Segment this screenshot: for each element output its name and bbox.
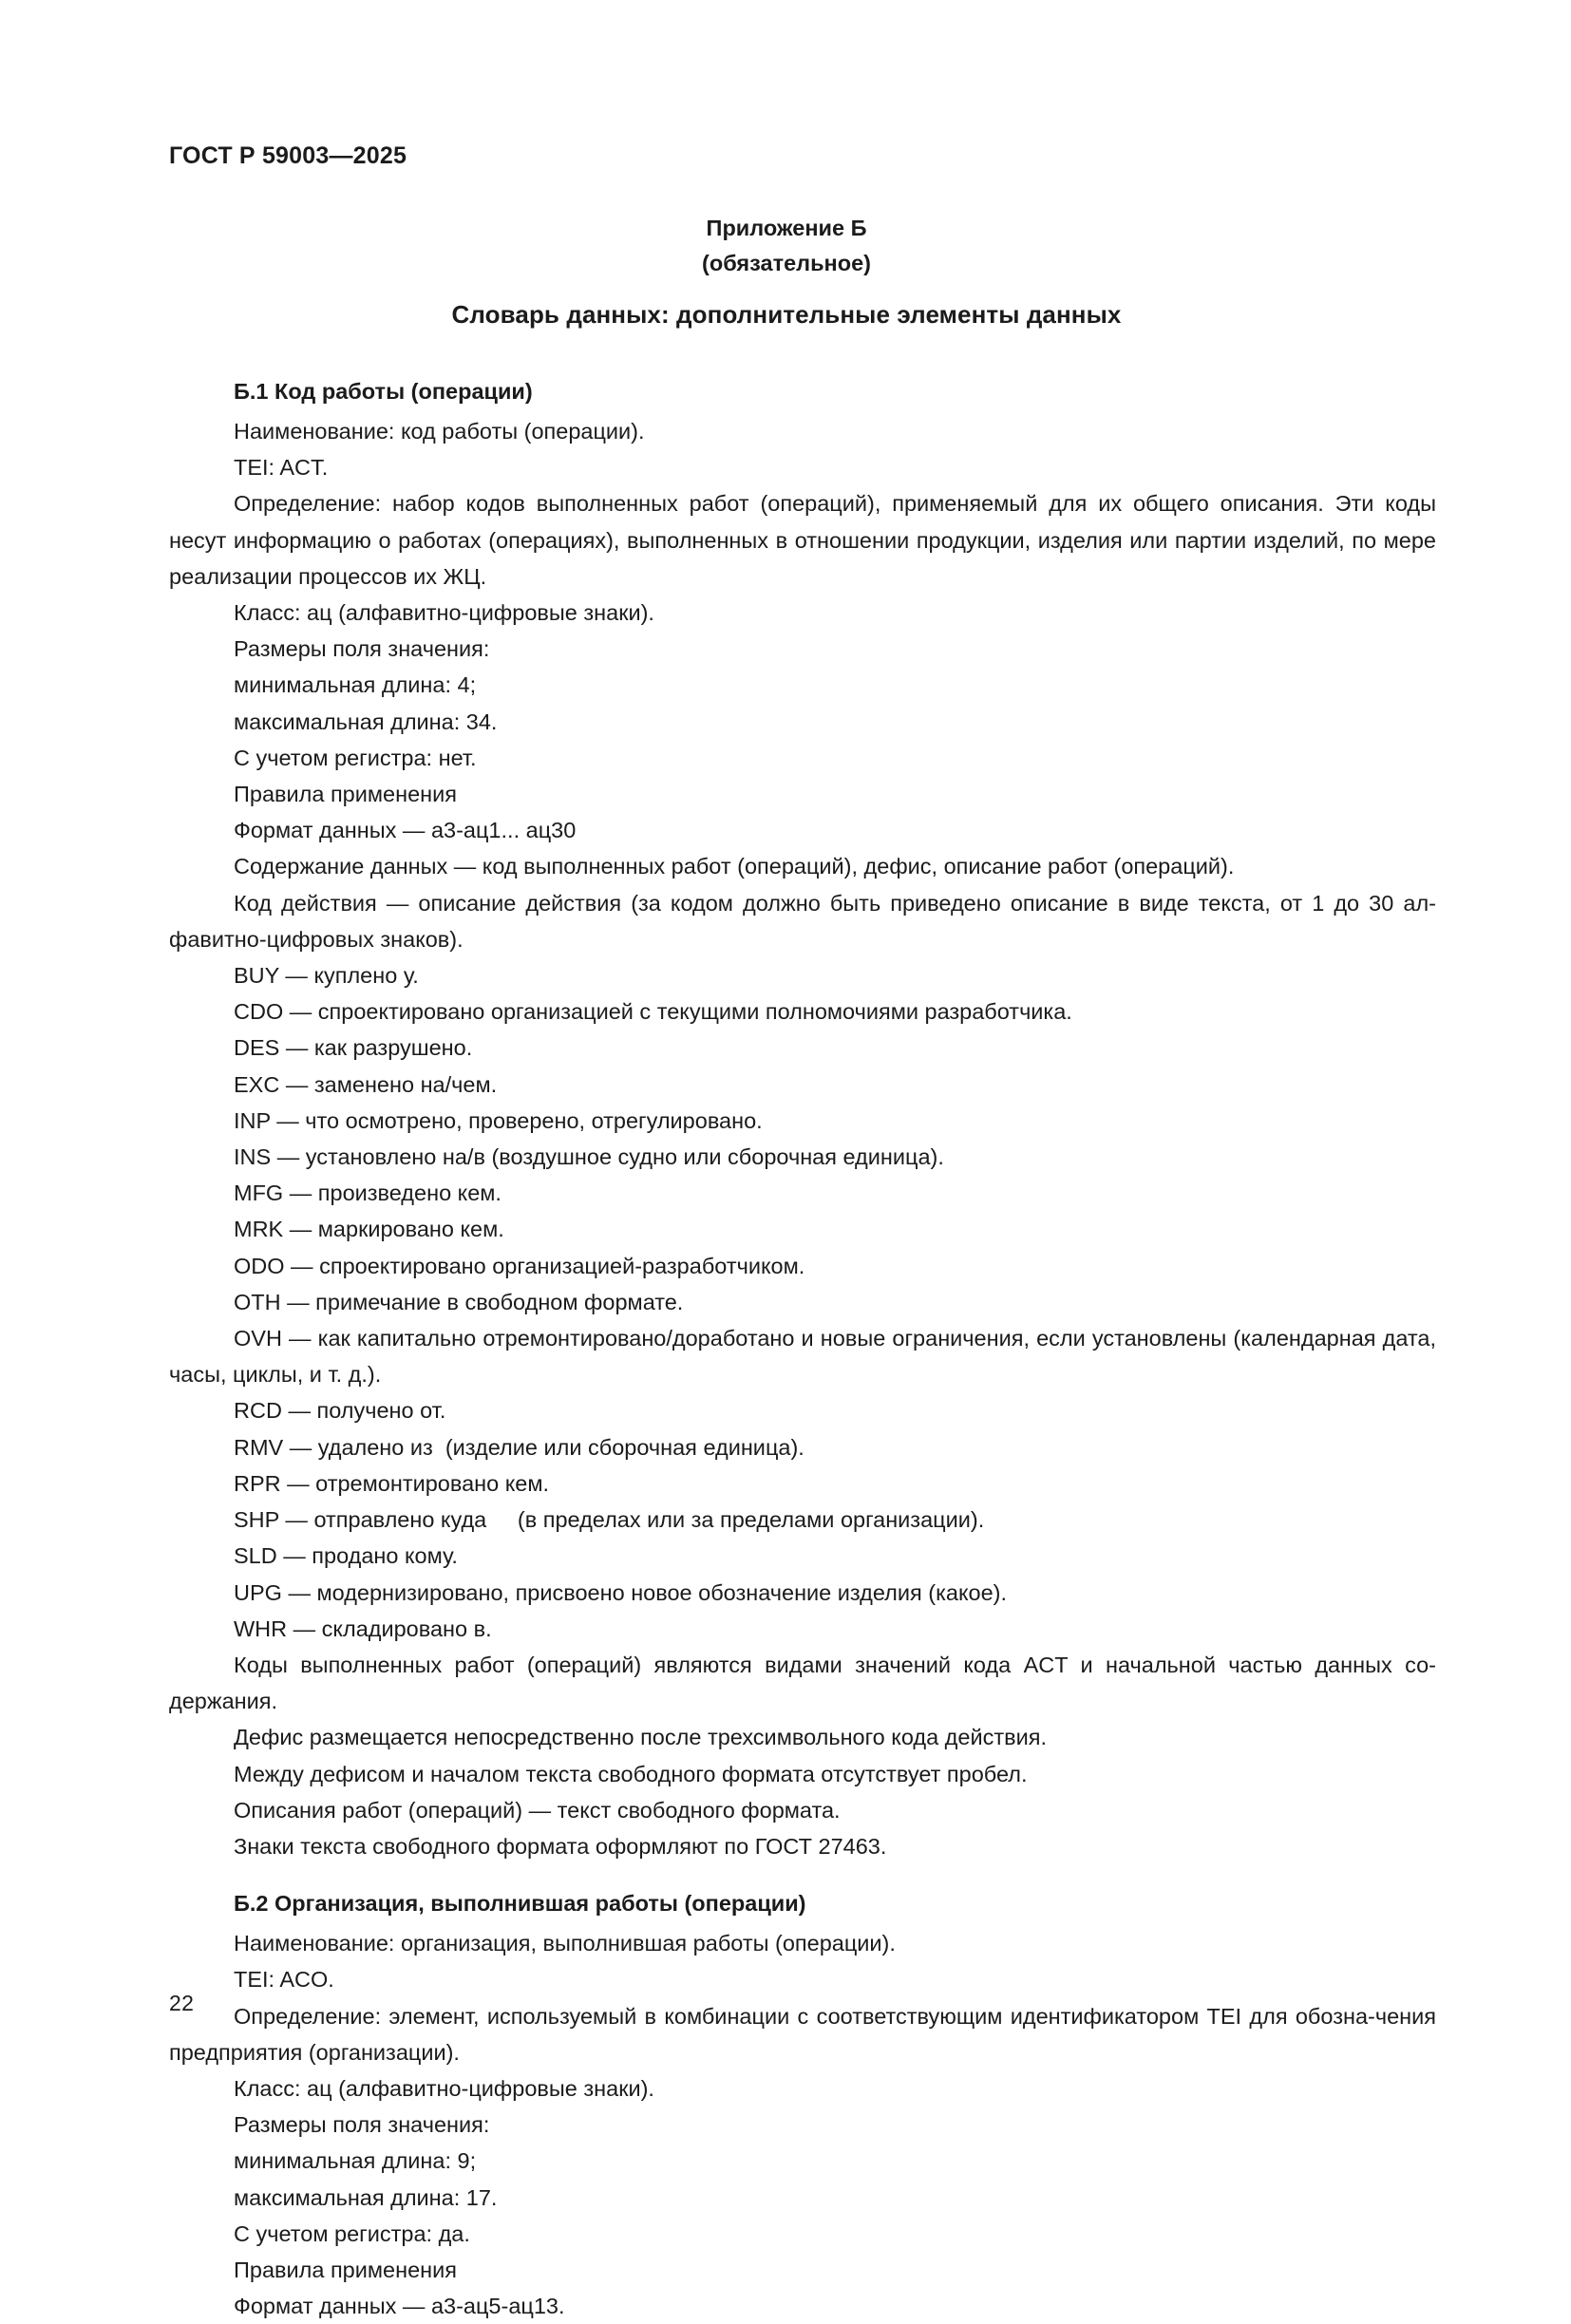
paragraph: С учетом регистра: да.	[234, 2220, 470, 2246]
paragraph: минимальная длина: 4;	[234, 672, 477, 698]
annex-status: (обязательное)	[702, 251, 871, 275]
action-code-entry: OVH — как капитально отремонтировано/доработано и новые ограничения, если установлены (календарная дата, часы, циклы, и т. д.).	[169, 1326, 1436, 1388]
paragraph: Размеры поля значения:	[234, 2112, 490, 2138]
action-code-entry: RPR — отремонтировано кем.	[234, 1470, 550, 1496]
paragraph: Правила применения	[234, 782, 457, 807]
paragraph: Коды выполненных работ (операций) являются видами значений кода ACT и начальной частью данных со-держания.	[169, 1652, 1436, 1714]
paragraph: Размеры поля значения:	[234, 636, 490, 662]
section-heading-b2: Б.2 Организация, выполнившая работы (операции)	[234, 1891, 806, 1917]
paragraph: Правила применения	[234, 2257, 457, 2282]
paragraph: Между дефисом и началом текста свободного формата отсутствует пробел.	[234, 1761, 1028, 1786]
annex-title: Словарь данных: дополнительные элементы данных	[451, 300, 1122, 329]
paragraph: Определение: набор кодов выполненных работ (операций), применяемый для их общего описания. Эти коды несут информацию о работах (операциях), выполненных в отношении продукции, изделия или партии изделий, по мере реализации процессов их ЖЦ.	[169, 491, 1436, 589]
paragraph: Содержание данных — код выполненных работ (операций), дефис, описание работ (операций).	[234, 854, 1235, 879]
page-number: 22	[169, 1991, 195, 2015]
action-code-entry: SLD — продано кому.	[234, 1543, 458, 1569]
action-code-entry: OTH — примечание в свободном формате.	[234, 1289, 684, 1314]
running-header-standard-designation: ГОСТ Р 59003—2025	[169, 142, 407, 169]
action-code-entry: BUY — куплено у.	[234, 963, 419, 989]
section-heading-b1: Б.1 Код работы (операции)	[234, 379, 533, 404]
paragraph: Описания работ (операций) — текст свободного формата.	[234, 1797, 841, 1823]
action-code-entry: ODO — спроектировано организацией-разработчиком.	[234, 1253, 805, 1278]
action-code-entry: MRK — маркировано кем.	[234, 1217, 504, 1242]
action-code-entry: INS — установлено на/в (воздушное судно или сборочная единица).	[234, 1144, 944, 1170]
paragraph: Дефис размещается непосредственно после трехсимвольного кода действия.	[234, 1725, 1047, 1750]
paragraph: Класс: ац (алфавитно-цифровые знаки).	[234, 600, 654, 626]
paragraph: Определение: элемент, используемый в комбинации с соответствующим идентификатором TEI для обозна-чения предприятия (организации).	[169, 2003, 1436, 2065]
paragraph: Наименование: код работы (операции).	[234, 419, 645, 444]
paragraph: максимальная длина: 17.	[234, 2184, 498, 2210]
paragraph: Формат данных — а3-ац1... ац30	[234, 818, 577, 843]
action-code-entry: SHP — отправлено куда (в пределах или за пределами организации).	[234, 1507, 985, 1533]
paragraph: С учетом регистра: нет.	[234, 745, 477, 770]
paragraph: Код действия — описание действия (за кодом должно быть приведено описание в виде текста, от 1 до 30 ал-фавитно-цифровых знаков).	[169, 890, 1436, 952]
document-body	[169, 373, 1436, 2324]
paragraph: Наименование: организация, выполнившая работы (операции).	[234, 1931, 896, 1956]
paragraph: Формат данных — а3-ац5-ац13.	[234, 2294, 565, 2319]
paragraph: Знаки текста свободного формата оформляют по ГОСТ 27463.	[234, 1833, 887, 1859]
action-code-entry: INP — что осмотрено, проверено, отрегулировано.	[234, 1107, 763, 1133]
paragraph: TEI: ACO.	[234, 1967, 334, 1993]
action-code-entry: UPG — модернизировано, присвоено новое обозначение изделия (какое).	[234, 1579, 1007, 1605]
action-code-entry: MFG — произведено кем.	[234, 1181, 502, 1206]
paragraph: TEI: ACT.	[234, 455, 329, 481]
action-code-entry: WHR — складировано в.	[234, 1615, 492, 1641]
paragraph: минимальная длина: 9;	[234, 2148, 477, 2174]
action-code-entry: DES — как разрушено.	[234, 1035, 473, 1061]
action-code-entry: RCD — получено от.	[234, 1398, 446, 1424]
action-code-entry: RMV — удалено из (изделие или сборочная единица).	[234, 1434, 804, 1460]
annex-label: Приложение Б	[706, 216, 867, 240]
action-code-entry: CDO — спроектировано организацией с текущими полномочиями разработчика.	[234, 999, 1072, 1025]
paragraph: Класс: ац (алфавитно-цифровые знаки).	[234, 2075, 654, 2101]
annex-heading-block	[169, 211, 1404, 281]
action-code-entry: EXC — заменено на/чем.	[234, 1071, 498, 1097]
paragraph: максимальная длина: 34.	[234, 709, 498, 734]
